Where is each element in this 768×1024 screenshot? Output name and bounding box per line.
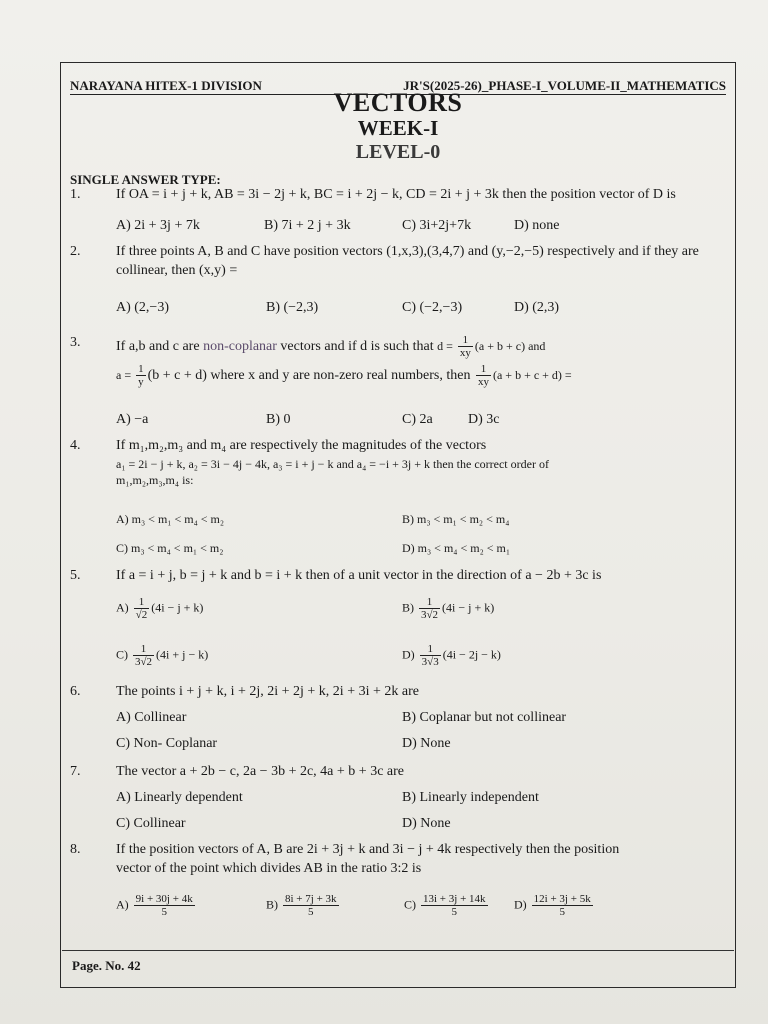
question-text: If three points A, B and C have position vectors (1,x,3),(3,4,7) and (y,−2,−5) respectively and if they are collinear, then (x,y) = <box>116 244 699 278</box>
option-label: C) <box>404 897 416 912</box>
option-a: A) Linearly dependent <box>116 790 243 805</box>
option-d: D) None <box>402 816 451 831</box>
question-7 <box>70 763 730 782</box>
q3-text-part: If a,b and c are <box>116 338 200 354</box>
question-8 <box>70 841 730 879</box>
fraction-numerator: 8i + 7j + 3k <box>285 893 337 905</box>
fraction-numerator: 1 <box>420 643 441 656</box>
question-6 <box>70 683 730 702</box>
q3-text-part: (b + c + d) where x and y are non-zero real numbers, then <box>147 368 471 383</box>
fraction <box>476 363 491 388</box>
question-text: The vector a + 2b − c, 2a − 3b + 2c, 4a + b + 3c are <box>116 764 404 779</box>
question-text-line-2: vector of the point which divides AB in the ratio 3:2 is <box>116 860 422 876</box>
option-c: C) m₃ < m₄ < m₁ < m₂ <box>116 541 224 555</box>
fraction-denominator: 5 <box>559 906 565 919</box>
option-c: C) 3i+2j+7k <box>402 218 472 233</box>
option-d <box>402 643 501 668</box>
fraction <box>532 893 593 918</box>
fraction-denominator: 5 <box>308 906 314 919</box>
fraction-numerator: 12i + 3j + 5k <box>533 893 591 905</box>
option-b: B) 7i + 2 j + 3k <box>264 218 351 233</box>
fraction <box>419 596 440 621</box>
option-d: D) None <box>402 736 451 751</box>
fraction-numerator: 1 <box>476 363 491 376</box>
question-3 <box>70 334 730 388</box>
option-d: D) none <box>514 218 560 233</box>
q3-a-expr: a = <box>116 368 135 382</box>
question-number: 3. <box>70 335 81 350</box>
question-text: If a = i + j, b = j + k and b = i + k then of a unit vector in the direction of a − 2b + 3c is <box>116 568 602 583</box>
fraction-denominator: xy <box>459 347 471 360</box>
option-b: B) m₃ < m₁ < m₂ < m₄ <box>402 512 510 526</box>
fraction <box>133 643 154 668</box>
option-a: A) Collinear <box>116 710 187 725</box>
page-number: Page. No. 42 <box>72 958 141 973</box>
question-number: 8. <box>70 842 81 857</box>
option-c: C) (−2,−3) <box>402 300 463 315</box>
option-d <box>514 893 595 918</box>
question-number: 4. <box>70 438 81 453</box>
option-b <box>402 596 494 621</box>
question-text: The points i + j + k, i + 2j, 2i + 2j + k, 2i + 3i + 2k are <box>116 684 419 699</box>
question-text-line-1 <box>116 334 730 359</box>
question-1 <box>70 186 730 205</box>
level-title: LEVEL-0 <box>355 141 441 163</box>
fraction-denominator: xy <box>477 376 489 389</box>
question-text-line-1: If the position vectors of A, B are 2i + 3j + k and 3i − j + 4k respectively then the position <box>116 842 620 857</box>
title-block <box>70 88 726 164</box>
option-c: C) Collinear <box>116 816 186 831</box>
question-number: 1. <box>70 187 81 202</box>
fraction-numerator: 9i + 30j + 4k <box>135 893 193 905</box>
option-d: D) m₃ < m₄ < m₂ < m₁ <box>402 541 511 555</box>
option-d: D) (2,3) <box>514 300 560 315</box>
question-number: 7. <box>70 764 81 779</box>
fraction <box>420 643 441 668</box>
option-expression: (4i − j + k) <box>151 600 204 615</box>
question-text-line-1: If m₁,m₂,m₃ and m₄ are respectively the magnitudes of the vectors <box>116 438 487 453</box>
option-a: A) m₃ < m₁ < m₄ < m₂ <box>116 512 225 526</box>
question-text-line-3: m₁,m₂,m₃,m₄ is: <box>116 473 194 488</box>
q3-d-expr: d = <box>437 338 456 353</box>
option-c: C) 2a <box>402 412 433 427</box>
fraction-denominator: 3√2 <box>135 656 153 669</box>
option-label: D) <box>514 897 527 912</box>
q3-text-part: vectors and if d is such that <box>280 338 434 354</box>
header-course: JR'S(2025-26)_PHASE-I_VOLUME-II_MATHEMATICS <box>403 78 726 93</box>
option-label: C) <box>116 647 128 662</box>
section-heading: SINGLE ANSWER TYPE: <box>70 172 221 187</box>
fraction-numerator: 1 <box>133 643 154 656</box>
question-text-line-2 <box>116 363 730 388</box>
chapter-title: VECTORS <box>333 88 463 117</box>
option-a: A) −a <box>116 412 149 427</box>
option-b: B) Linearly independent <box>402 790 539 805</box>
fraction-numerator: 1 <box>138 363 144 376</box>
option-expression: (4i − j + k) <box>442 600 495 615</box>
option-a: A) (2,−3) <box>116 300 169 315</box>
fraction-denominator: 3√3 <box>421 656 439 669</box>
option-label: B) <box>402 600 414 615</box>
question-text: If OA = i + j + k, AB = 3i − 2j + k, BC = i + 2j − k, CD = 2i + j + 3k then the position vector of D is <box>116 187 676 202</box>
q3-sum-expr: (a + b + c + d) = <box>492 368 572 382</box>
option-c <box>116 643 208 668</box>
fraction <box>134 596 150 621</box>
option-c: C) Non- Coplanar <box>116 736 218 751</box>
option-label: B) <box>266 897 278 912</box>
week-title: WEEK-I <box>357 116 439 140</box>
fraction-denominator: 5 <box>451 906 458 919</box>
option-a: A) 2i + 3j + 7k <box>116 218 200 233</box>
question-4 <box>70 437 730 488</box>
fraction-numerator: 1 <box>419 596 440 609</box>
fraction-numerator: 1 <box>134 596 150 609</box>
option-expression: (4i − 2j − k) <box>442 647 501 662</box>
fraction-numerator: 13i + 3j + 14k <box>423 893 486 905</box>
question-text-line-2: a₁ = 2i − j + k, a₂ = 3i − 4j − 4k, a₃ = i + j − k and a₄ = −i + 3j + k then the correct order of <box>116 456 549 471</box>
option-b: B) Coplanar but not collinear <box>402 710 567 725</box>
option-b: B) (−2,3) <box>266 300 319 315</box>
fraction <box>134 893 195 918</box>
option-b <box>266 893 341 918</box>
fraction <box>136 363 146 388</box>
fraction <box>283 893 339 918</box>
question-2 <box>70 243 730 281</box>
q3-highlight: non-coplanar <box>203 338 277 354</box>
fraction-denominator: y <box>138 376 144 389</box>
question-number: 6. <box>70 684 81 699</box>
option-c <box>404 893 490 918</box>
footer-rule <box>62 950 734 951</box>
fraction <box>421 893 488 918</box>
question-number: 5. <box>70 568 81 583</box>
option-a <box>116 596 203 621</box>
option-label: A) <box>116 600 129 615</box>
option-b: B) 0 <box>266 412 291 427</box>
fraction-denominator: 5 <box>161 906 167 919</box>
option-label: A) <box>116 897 129 912</box>
option-label: D) <box>402 647 415 662</box>
fraction-denominator: 3√2 <box>421 609 439 622</box>
question-5 <box>70 567 730 586</box>
fraction <box>458 334 473 359</box>
question-number: 2. <box>70 244 81 259</box>
q3-d-sum: (a + b + c) and <box>474 338 546 353</box>
option-a <box>116 893 197 918</box>
fraction-numerator: 1 <box>458 334 473 347</box>
option-expression: (4i + j − k) <box>156 647 209 662</box>
option-d: D) 3c <box>468 412 500 427</box>
fraction-denominator: √2 <box>135 609 148 622</box>
header-division: NARAYANA HITEX-1 DIVISION <box>70 78 262 93</box>
